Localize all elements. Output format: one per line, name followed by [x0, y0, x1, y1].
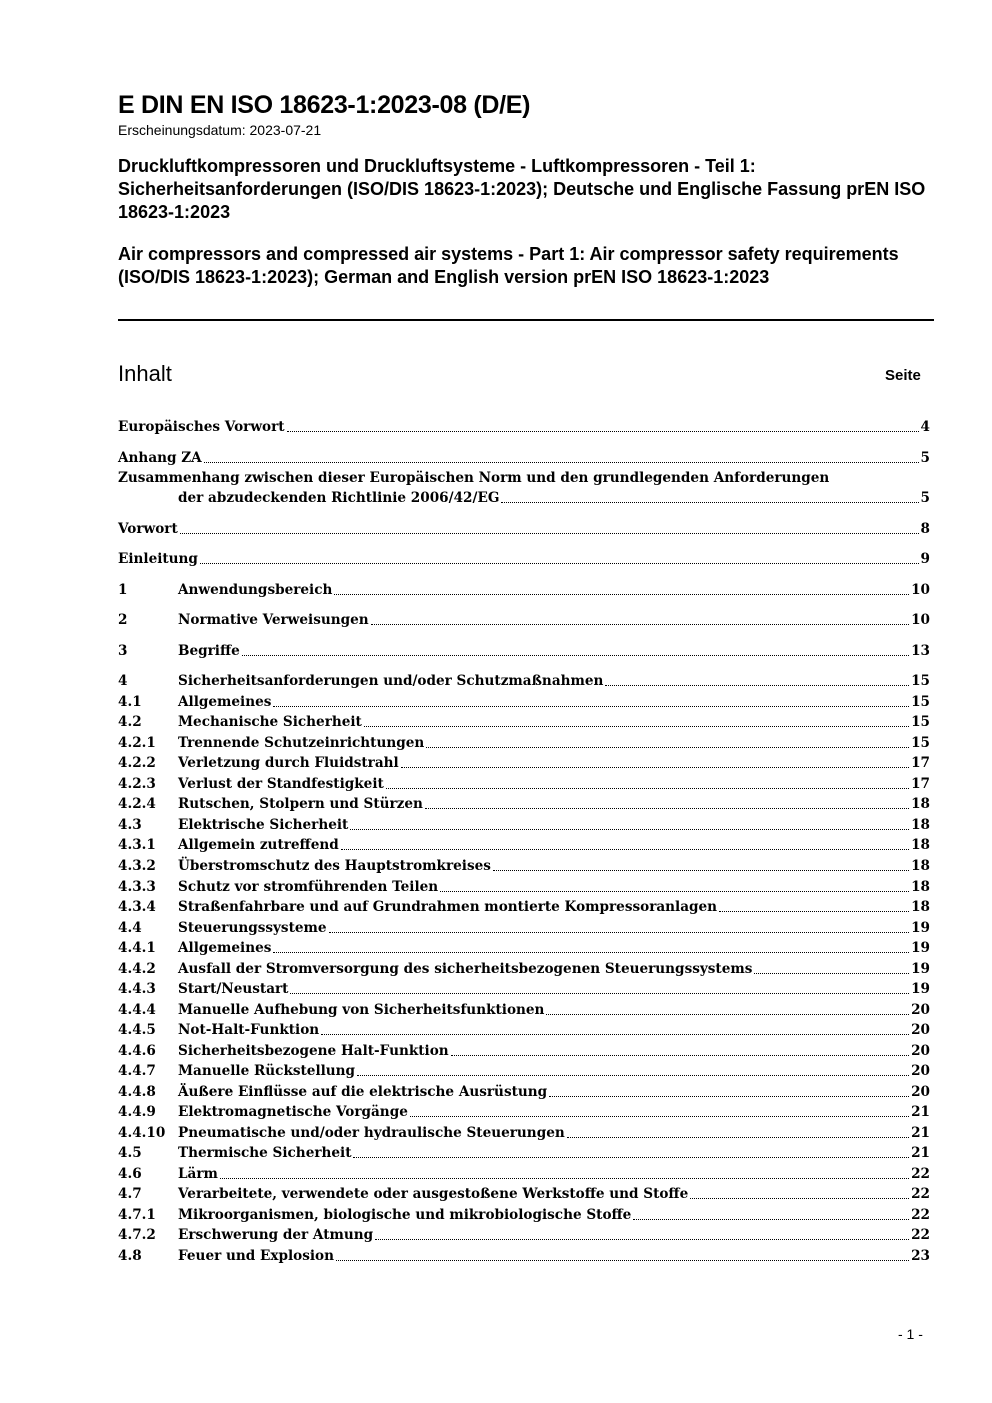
toc-entry-title: Ausfall der Stromversorgung des sicherheitsbezogenen Steuerungssystems — [178, 961, 753, 977]
toc-entry[interactable] — [118, 1000, 930, 1020]
toc-entry-number: 4.3.4 — [118, 899, 156, 915]
toc-entry-page: 18 — [911, 837, 930, 853]
toc-entry-page: 19 — [911, 940, 930, 956]
toc-entry-title: Äußere Einflüsse auf die elektrische Ausrüstung — [178, 1084, 548, 1100]
toc-leader — [410, 1116, 909, 1117]
toc-entry-title: Allgemein zutreffend — [178, 837, 339, 853]
toc-entry-page: 19 — [911, 920, 930, 936]
toc-entry[interactable] — [118, 712, 930, 732]
toc-entry-title: Manuelle Aufhebung von Sicherheitsfunktionen — [178, 1002, 545, 1018]
toc-entry-page: 23 — [911, 1248, 930, 1264]
toc-entry-title: Pneumatische und/oder hydraulische Steuerungen — [178, 1125, 565, 1141]
toc-entry[interactable] — [118, 580, 930, 600]
toc-entry-page: 15 — [911, 714, 930, 730]
toc-entry[interactable] — [118, 448, 930, 468]
toc-entry-page: 8 — [920, 521, 930, 537]
toc-entry-title: Lärm — [178, 1166, 218, 1182]
toc-entry-title: Sicherheitsbezogene Halt-Funktion — [178, 1043, 449, 1059]
toc-entry-title: Straßenfahrbare und auf Grundrahmen montierte Kompressoranlagen — [178, 899, 718, 915]
toc-entry[interactable] — [118, 519, 930, 539]
toc-leader — [204, 462, 919, 463]
toc-leader — [353, 1157, 909, 1158]
toc-entry-title: Mechanische Sicherheit — [178, 714, 362, 730]
toc-leader — [341, 849, 909, 850]
toc-entry-page: 4 — [920, 419, 930, 435]
toc-leader — [440, 891, 909, 892]
header-divider — [118, 319, 934, 321]
toc-entry-page: 18 — [911, 899, 930, 915]
toc-entry-page: 5 — [920, 490, 930, 506]
toc-leader — [287, 431, 919, 432]
toc-leader — [386, 788, 909, 789]
toc-entry-number: 4.4.6 — [118, 1043, 156, 1059]
toc-entry-number: 4.3.2 — [118, 858, 156, 874]
toc-entry-number: 1 — [118, 582, 128, 598]
toc-entry[interactable] — [118, 1143, 930, 1163]
toc-entry[interactable] — [118, 1082, 930, 1102]
toc-entry-title: Not-Halt-Funktion — [178, 1022, 320, 1038]
toc-leader — [336, 1260, 909, 1261]
toc-entry[interactable] — [118, 610, 930, 630]
toc-entry[interactable] — [118, 897, 930, 917]
toc-entry-title: Elektrische Sicherheit — [178, 817, 349, 833]
toc-leader — [493, 870, 909, 871]
toc-leader — [273, 952, 909, 953]
toc-entry[interactable] — [118, 1123, 930, 1143]
toc-entry[interactable] — [118, 1225, 930, 1245]
toc-entry-title: Rutschen, Stolpern und Stürzen — [178, 796, 423, 812]
toc-leader — [501, 502, 918, 503]
toc-entry-page: 15 — [911, 673, 930, 689]
toc-leader — [425, 808, 909, 809]
toc-leader — [546, 1014, 909, 1015]
toc-leader — [273, 706, 909, 707]
toc-entry[interactable] — [118, 1061, 930, 1081]
toc-leader — [690, 1198, 909, 1199]
toc-entry-title: Schutz vor stromführenden Teilen — [178, 879, 439, 895]
toc-entry-number: 4.4.2 — [118, 961, 156, 977]
toc-entry-number: 4.4.8 — [118, 1084, 156, 1100]
toc-leader — [180, 533, 919, 534]
toc-entry-page: 20 — [911, 1043, 930, 1059]
document-id: E DIN EN ISO 18623-1:2023-08 (D/E) — [118, 91, 531, 119]
toc-leader — [426, 747, 909, 748]
toc-entry-title: Thermische Sicherheit — [178, 1145, 352, 1161]
toc-entry[interactable] — [118, 815, 930, 835]
toc-entry-page: 5 — [920, 450, 930, 466]
publication-date: Erscheinungsdatum: 2023-07-21 — [118, 122, 322, 138]
toc-entry[interactable] — [118, 1184, 930, 1204]
toc-entry-number: 3 — [118, 643, 128, 659]
toc-entry-number: 4.4.10 — [118, 1125, 166, 1141]
toc-entry[interactable] — [118, 774, 930, 794]
toc-entry[interactable] — [118, 835, 930, 855]
toc-entry[interactable] — [118, 671, 930, 691]
toc-entry-number: 4.7 — [118, 1186, 142, 1202]
toc-leader — [350, 829, 909, 830]
toc-entry-title: Erschwerung der Atmung — [178, 1227, 374, 1243]
toc-entry-title: Anwendungsbereich — [178, 582, 333, 598]
toc-entry-number: 4.1 — [118, 694, 142, 710]
toc-entry-title: Steuerungssysteme — [178, 920, 327, 936]
toc-leader — [371, 624, 909, 625]
toc-leader — [220, 1178, 909, 1179]
toc-entry-title-line2: der abzudeckenden Richtlinie 2006/42/EG — [178, 490, 500, 506]
toc-entry-page: 18 — [911, 796, 930, 812]
toc-entry-title: Einleitung — [118, 551, 198, 567]
toc-entry[interactable] — [178, 488, 930, 508]
toc-entry-page: 21 — [911, 1125, 930, 1141]
toc-entry-number: 2 — [118, 612, 128, 628]
toc-entry-page: 20 — [911, 1002, 930, 1018]
toc-entry-number: 4.2.1 — [118, 735, 156, 751]
toc-entry-page: 13 — [911, 643, 930, 659]
toc-entry-number: 4.7.1 — [118, 1207, 156, 1223]
toc-entry-page: 18 — [911, 817, 930, 833]
toc-entry-number: 4.5 — [118, 1145, 142, 1161]
toc-entry-number: 4.3.3 — [118, 879, 156, 895]
toc-leader — [719, 911, 909, 912]
toc-leader — [633, 1219, 909, 1220]
toc-entry-number: 4.2 — [118, 714, 142, 730]
toc-entry-title: Manuelle Rückstellung — [178, 1063, 356, 1079]
toc-entry-number: 4.4.4 — [118, 1002, 156, 1018]
toc-entry[interactable] — [118, 1102, 930, 1122]
toc-entry[interactable] — [118, 1205, 930, 1225]
toc-entry-number: 4.4.7 — [118, 1063, 156, 1079]
toc-leader — [451, 1055, 909, 1056]
toc-entry-title: Anhang ZA — [118, 450, 202, 466]
toc-entry-number: 4.3.1 — [118, 837, 156, 853]
toc-entry-page: 20 — [911, 1063, 930, 1079]
toc-entry-number: 4.4.9 — [118, 1104, 156, 1120]
toc-leader — [549, 1096, 909, 1097]
toc-entry[interactable] — [118, 959, 930, 979]
toc-leader — [401, 767, 909, 768]
toc-entry-title: Sicherheitsanforderungen und/oder Schutzmaßnahmen — [178, 673, 604, 689]
toc-entry-page: 19 — [911, 981, 930, 997]
toc-leader — [567, 1137, 909, 1138]
toc-entry-page: 22 — [911, 1227, 930, 1243]
toc-entry[interactable] — [118, 1020, 930, 1040]
toc-entry-page: 21 — [911, 1104, 930, 1120]
toc-leader — [334, 594, 909, 595]
toc-entry-title: Europäisches Vorwort — [118, 419, 285, 435]
toc-leader — [357, 1075, 909, 1076]
toc-entry-page: 15 — [911, 735, 930, 751]
title-english: Air compressors and compressed air systems - Part 1: Air compressor safety requirements (ISO/DIS 18623-1:2023); German and English version prEN ISO 18623-1:2023 — [118, 244, 899, 287]
toc-entry-number: 4.2.2 — [118, 755, 156, 771]
toc-entry[interactable] — [118, 979, 930, 999]
toc-entry-title: Verletzung durch Fluidstrahl — [178, 755, 399, 771]
toc-entry[interactable] — [118, 641, 930, 661]
toc-page-column-label: Seite — [885, 367, 921, 384]
toc-entry[interactable] — [118, 856, 930, 876]
toc-entry-page: 9 — [920, 551, 930, 567]
toc-entry-number: 4.2.3 — [118, 776, 156, 792]
toc-heading: Inhalt — [118, 361, 172, 386]
toc-entry-title-line1[interactable]: Zusammenhang zwischen dieser Europäischen Norm und den grundlegenden Anforderungen — [118, 470, 830, 486]
toc-entry-page: 17 — [911, 776, 930, 792]
toc-entry-title: Mikroorganismen, biologische und mikrobiologische Stoffe — [178, 1207, 632, 1223]
toc-entry-title: Verlust der Standfestigkeit — [178, 776, 384, 792]
toc-entry-page: 18 — [911, 879, 930, 895]
toc-entry-page: 10 — [911, 612, 930, 628]
toc-leader — [329, 932, 910, 933]
toc-entry[interactable] — [118, 1246, 930, 1266]
toc-entry[interactable] — [118, 417, 930, 437]
toc-entry-page: 18 — [911, 858, 930, 874]
toc-leader — [375, 1239, 909, 1240]
toc-entry-number: 4 — [118, 673, 128, 689]
toc-entry-page: 20 — [911, 1084, 930, 1100]
toc-entry-number: 4.4.5 — [118, 1022, 156, 1038]
toc-entry-number: 4.4.3 — [118, 981, 156, 997]
toc-entry-title: Start/Neustart — [178, 981, 289, 997]
toc-entry-number: 4.4 — [118, 920, 142, 936]
toc-entry-page: 17 — [911, 755, 930, 771]
toc-entry[interactable] — [118, 794, 930, 814]
toc-entry-number: 4.4.1 — [118, 940, 156, 956]
toc-entry[interactable] — [118, 549, 930, 569]
toc-entry-page: 22 — [911, 1166, 930, 1182]
toc-entry-number: 4.8 — [118, 1248, 142, 1264]
toc-entry-page: 21 — [911, 1145, 930, 1161]
title-german: Druckluftkompressoren und Druckluftsysteme - Luftkompressoren - Teil 1: Sicherheitsanforderungen (ISO/DIS 18623-1:2023); Deutsche und Englische Fassung prEN ISO 18623-1:2023 — [118, 156, 926, 222]
toc-leader — [364, 726, 909, 727]
toc-leader — [242, 655, 909, 656]
toc-entry-page: 10 — [911, 582, 930, 598]
toc-entry-title: Überstromschutz des Hauptstromkreises — [178, 858, 491, 874]
toc-entry[interactable] — [118, 918, 930, 938]
toc-leader — [321, 1034, 909, 1035]
toc-entry-title: Begriffe — [178, 643, 240, 659]
toc-entry-title: Trennende Schutzeinrichtungen — [178, 735, 425, 751]
toc-entry[interactable] — [118, 938, 930, 958]
toc-entry-page: 15 — [911, 694, 930, 710]
toc-entry[interactable] — [118, 1164, 930, 1184]
toc-entry-title: Verarbeitete, verwendete oder ausgestoßene Werkstoffe und Stoffe — [178, 1186, 689, 1202]
toc-entry-title: Normative Verweisungen — [178, 612, 369, 628]
toc-entry-number: 4.3 — [118, 817, 142, 833]
toc-leader — [200, 563, 919, 564]
toc-entry[interactable] — [118, 1041, 930, 1061]
toc-entry-title: Allgemeines — [178, 694, 272, 710]
toc-entry-page: 19 — [911, 961, 930, 977]
toc-entry-title: Elektromagnetische Vorgänge — [178, 1104, 408, 1120]
toc-entry-title: Vorwort — [118, 521, 178, 537]
toc-leader — [754, 973, 909, 974]
toc-entry-title: Feuer und Explosion — [178, 1248, 334, 1264]
document-header — [118, 90, 934, 289]
toc-entry[interactable] — [118, 753, 930, 773]
toc-entry[interactable] — [118, 733, 930, 753]
toc-leader — [290, 993, 909, 994]
toc-entry-page: 22 — [911, 1186, 930, 1202]
toc-entry[interactable] — [118, 692, 930, 712]
toc-entry-page: 22 — [911, 1207, 930, 1223]
toc-leader — [605, 685, 909, 686]
toc-entry-number: 4.6 — [118, 1166, 142, 1182]
toc-entry-number: 4.7.2 — [118, 1227, 156, 1243]
toc-entry[interactable] — [118, 877, 930, 897]
page-number: - 1 - — [898, 1326, 923, 1342]
toc-entry-number: 4.2.4 — [118, 796, 156, 812]
toc-entry-page: 20 — [911, 1022, 930, 1038]
toc-entry-title: Allgemeines — [178, 940, 272, 956]
